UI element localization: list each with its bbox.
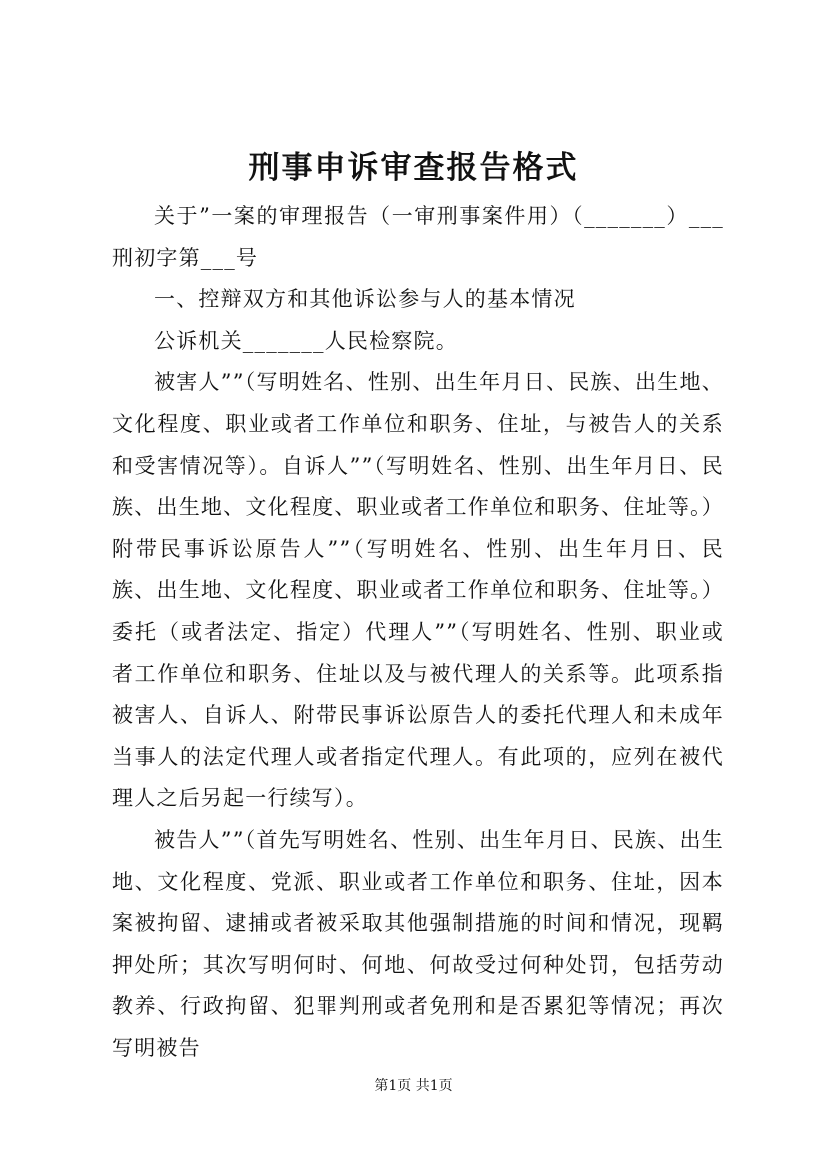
paragraph-victim-info: 被害人””（写明姓名、性别、出生年月日、民族、出生地、文化程度、职业或者工作单位和职务、住址，与被告人的关系和受害情况等）。自诉人””（写明姓名、性别、出生年月日、民族、出生地、文化程度、职业或者工作单位和职务、住址等。）附带民事诉讼原告人””（写明姓名、性别、出生年月日、民族、出生地、文化程度、职业或者工作单位和职务、住址等。）委托（或者法定、指定）代理人””（写明姓名、性别、职业或者工作单位和职务、住址以及与被代理人的关系等。此项系指被害人、自诉人、附带民事诉讼原告人的委托代理人和未成年当事人的法定代理人或者指定代理人。有此项的，应列在被代理人之后另起一行续写）。 xyxy=(112,370,724,811)
document-title: 刑事申诉审查报告格式 xyxy=(248,150,579,186)
paragraph-defendant-info: 被告人””（首先写明姓名、性别、出生年月日、民族、出生地、文化程度、党派、职业或者工作单位和职务、住址，因本案被拘留、逮捕或者被采取其他强制措施的时间和情况，现羁押处所；其次写明何时、何地、何故受过何种处罚，包括劳动教养、行政拘留、犯罪判刑或者免刑和是否累犯等情况；再次写明被告 xyxy=(112,827,724,1060)
paragraph-prosecution-organ: 公诉机关_______人民检察院。 xyxy=(154,328,458,353)
paragraph-section-heading: 一、控辩双方和其他诉讼参与人的基本情况 xyxy=(154,287,576,312)
page-footer: 第1页 共1页 xyxy=(374,1078,453,1094)
paragraph-case-reference: 关于”一案的审理报告（一审刑事案件用）（_______）___刑初字第___号 xyxy=(112,204,724,270)
document-body xyxy=(112,196,724,1069)
